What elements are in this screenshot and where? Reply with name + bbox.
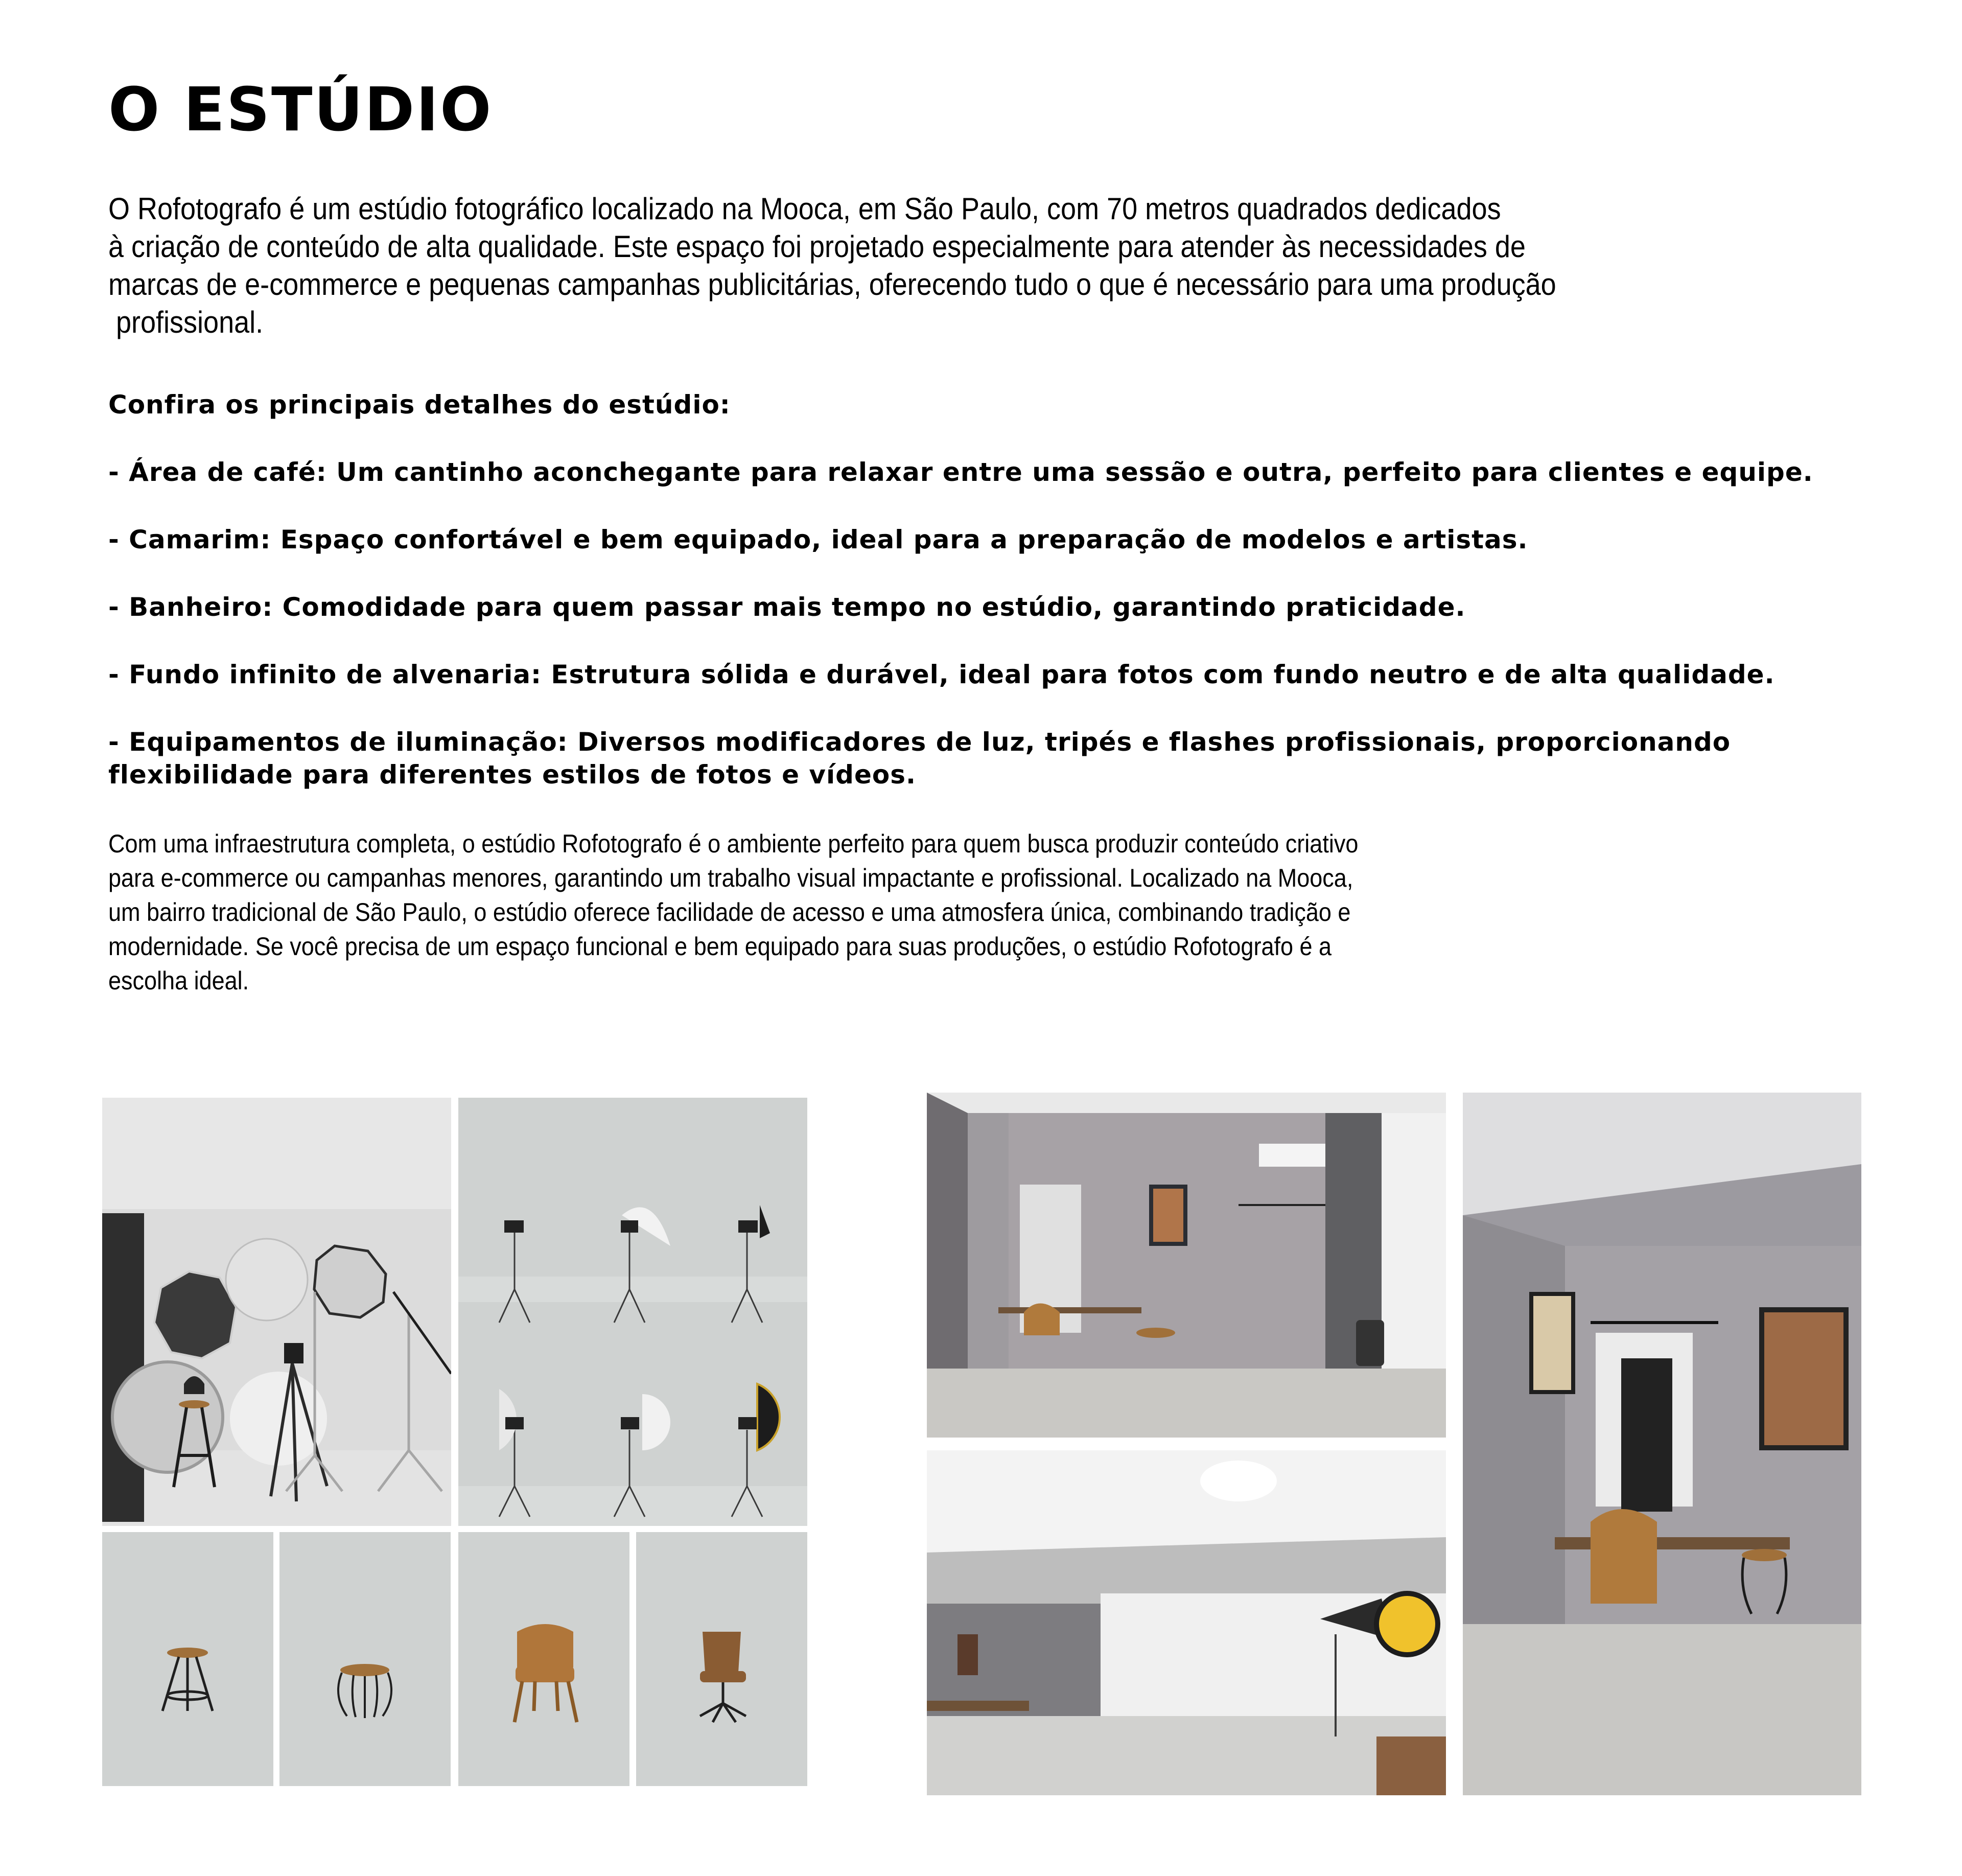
detail-item-camarim: - Camarim: Espaço confortável e bem equipado, ideal para a preparação de modelos e artistas. xyxy=(108,525,1528,554)
detail-item-banheiro: - Banheiro: Comodidade para quem passar mais tempo no estúdio, garantindo praticidade. xyxy=(108,592,1466,622)
closing-paragraph xyxy=(108,827,1442,998)
intro-line: profissional. xyxy=(108,305,264,339)
bar-stool-photo xyxy=(102,1532,273,1786)
lighting-equipment-photo xyxy=(102,1098,451,1526)
outro-line: escolha ideal. xyxy=(108,966,249,995)
detail-item-fundo-infinito: - Fundo infinito de alvenaria: Estrutura sólida e durável, ideal para fotos com fundo neutro e de alta qualidade. xyxy=(108,660,1775,689)
intro-line: à criação de conteúdo de alta qualidade. Este espaço foi projetado especialmente para atender às necessidades de xyxy=(108,229,1526,264)
office-chair-photo xyxy=(636,1532,807,1786)
outro-line: Com uma infraestrutura completa, o estúdio Rofotografo é o ambiente perfeito para quem busca produzir conteúdo criativo xyxy=(108,829,1359,858)
dressing-room-photo xyxy=(1463,1093,1861,1795)
outro-line: um bairro tradicional de São Paulo, o estúdio oferece facilidade de acesso e uma atmosfera única, combinando tradição e xyxy=(108,898,1351,927)
intro-line: marcas de e-commerce e pequenas campanhas publicitárias, oferecendo tudo o que é necessário para uma produção xyxy=(108,267,1556,302)
round-stool-photo xyxy=(279,1532,451,1786)
outro-line: modernidade. Se você precisa de um espaço funcional e bem equipado para suas produções, o estúdio Rofotografo é a xyxy=(108,932,1332,961)
light-modifiers-grid-photo xyxy=(458,1098,807,1526)
cafe-area-photo xyxy=(927,1093,1446,1438)
detail-item-cafe: - Área de café: Um cantinho aconchegante para relaxar entre uma sessão e outra, perfeito para clientes e equipe. xyxy=(108,457,1813,487)
intro-line: O Rofotografo é um estúdio fotográfico localizado na Mooca, em São Paulo, com 70 metros quadrados dedicados xyxy=(108,192,1501,226)
detail-item-iluminacao: - Equipamentos de iluminação: Diversos modificadores de luz, tripés e flashes profissionais, proporcionando flexibilidade para diferentes estilos de fotos e vídeos. xyxy=(108,727,1731,790)
armchair-photo xyxy=(458,1532,629,1786)
studio-overview-photo xyxy=(927,1450,1446,1795)
details-heading: Confira os principais detalhes do estúdio: xyxy=(108,390,731,420)
page-title: O ESTÚDIO xyxy=(108,74,493,145)
outro-line: para e-commerce ou campanhas menores, garantindo um trabalho visual impactante e profissional. Localizado na Mooca, xyxy=(108,864,1353,892)
studio-details-list xyxy=(108,388,1907,791)
intro-paragraph xyxy=(108,190,1626,341)
